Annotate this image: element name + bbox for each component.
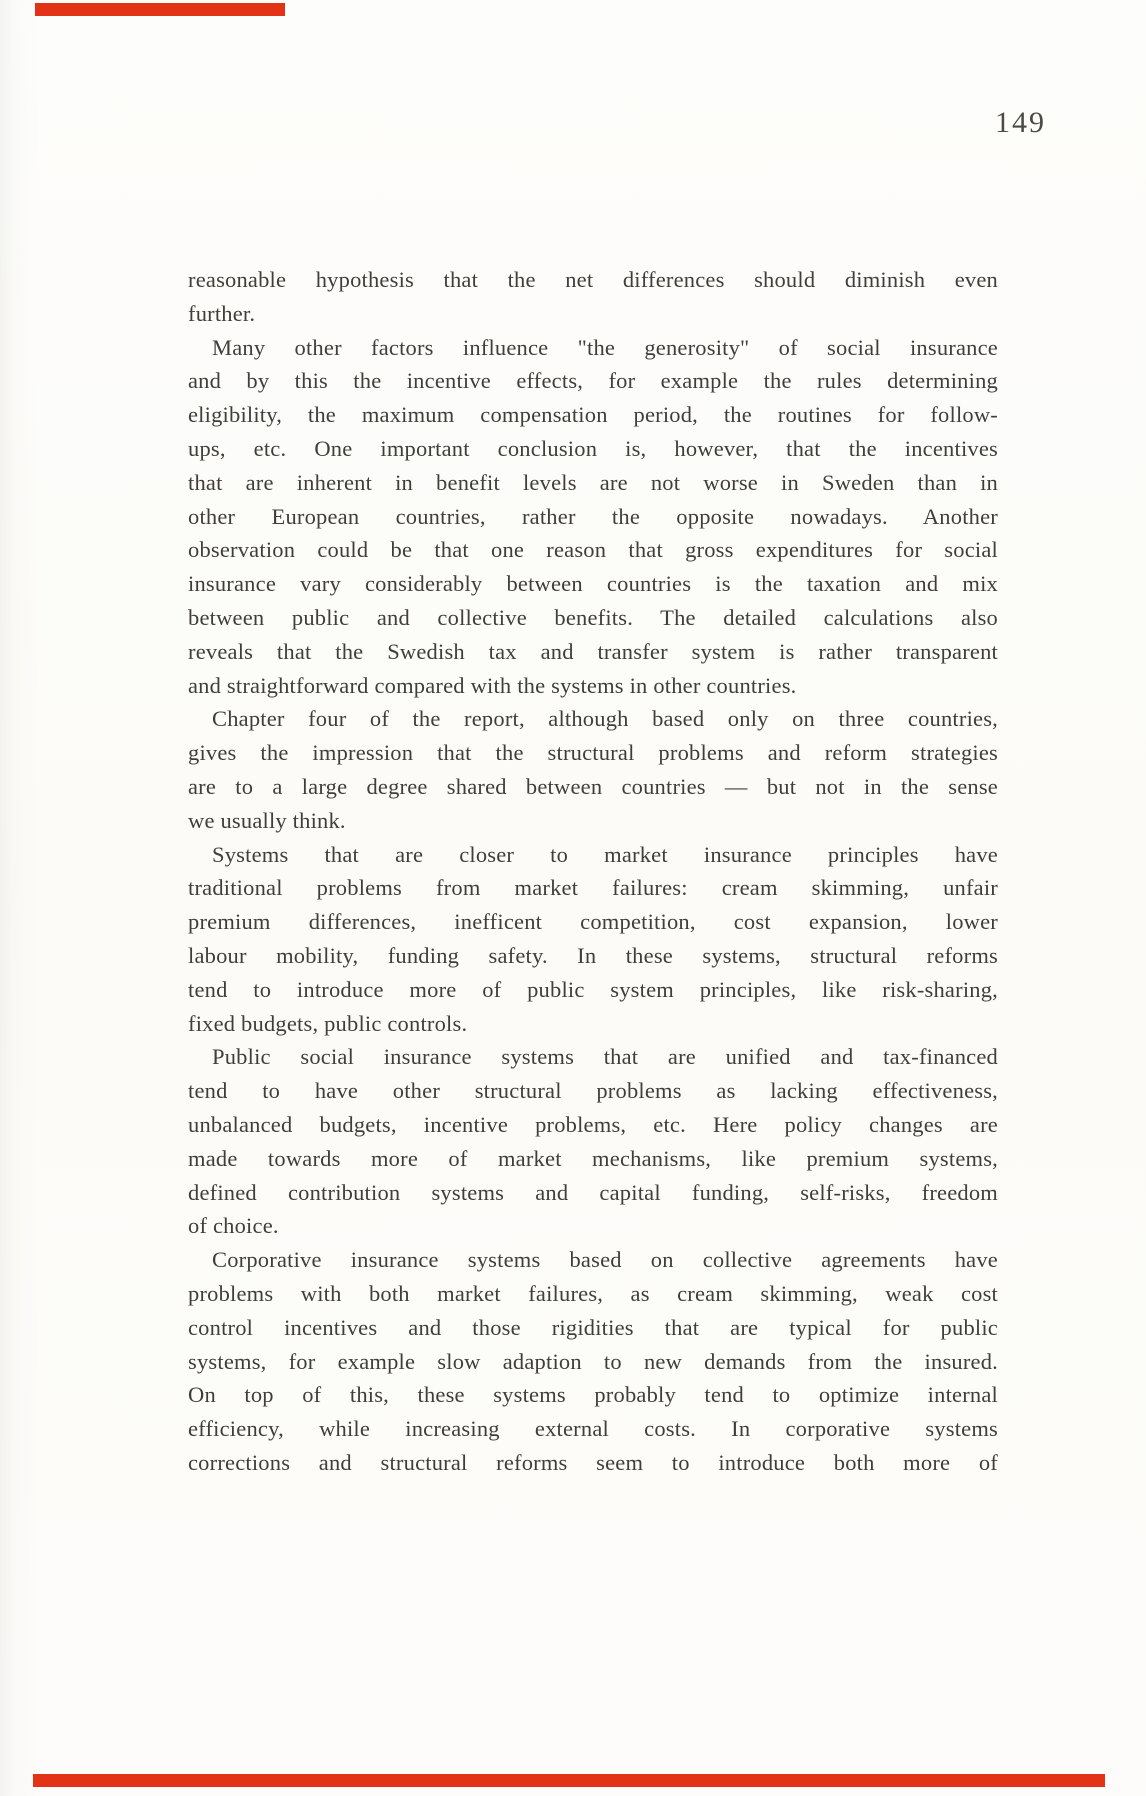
text-line: fixed budgets, public controls. — [188, 1010, 468, 1036]
text-line: problems with both market failures, as cream skimming, weak cost — [188, 1280, 998, 1306]
body-text — [188, 263, 998, 1480]
text-line: corrections and structural reforms seem to introduce both more of — [188, 1449, 998, 1475]
text-line: Systems that are closer to market insurance principles have — [212, 841, 998, 867]
text-line: reasonable hypothesis that the net differences should diminish even — [188, 267, 998, 292]
text-line: efficiency, while increasing external costs. In corporative systems — [188, 1416, 998, 1442]
text-line: that are inherent in benefit levels are not worse in Sweden than in — [188, 469, 998, 495]
text-line: reveals that the Swedish tax and transfer system is rather transparent — [188, 638, 998, 664]
scan-edge-artifact-bottom — [33, 1774, 1105, 1787]
text-line: traditional problems from market failures: cream skimming, unfair — [188, 875, 998, 901]
text-line: of choice. — [188, 1213, 279, 1239]
text-line: defined contribution systems and capital funding, self-risks, freedom — [188, 1179, 998, 1205]
paragraph — [188, 263, 998, 331]
paragraph — [188, 702, 998, 837]
paragraph — [188, 331, 998, 703]
text-line: between public and collective benefits. The detailed calculations also — [188, 604, 998, 630]
text-line: and by this the incentive effects, for example the rules determining — [188, 368, 998, 394]
text-line: control incentives and those rigidities that are typical for public — [188, 1314, 998, 1340]
text-line: unbalanced budgets, incentive problems, etc. Here policy changes are — [188, 1111, 998, 1137]
text-line: systems, for example slow adaption to new demands from the insured. — [188, 1348, 998, 1374]
text-line: other European countries, rather the opposite nowadays. Another — [188, 503, 998, 529]
text-line: Chapter four of the report, although based only on three countries, — [212, 706, 998, 732]
text-line: insurance vary considerably between countries is the taxation and mix — [188, 571, 998, 597]
paragraph — [188, 1243, 998, 1480]
text-line: made towards more of market mechanisms, like premium systems, — [188, 1145, 998, 1171]
text-line: are to a large degree shared between countries — but not in the sense — [188, 773, 998, 799]
page-number: 149 — [995, 106, 1046, 139]
text-line: Corporative insurance systems based on collective agreements have — [212, 1247, 998, 1273]
scan-edge-artifact-top — [35, 3, 285, 16]
text-line: ups, etc. One important conclusion is, however, that the incentives — [188, 435, 998, 461]
text-line: On top of this, these systems probably tend to optimize internal — [188, 1382, 998, 1408]
text-line: premium differences, inefficent competition, cost expansion, lower — [188, 909, 998, 935]
paragraph — [188, 838, 998, 1041]
text-line: we usually think. — [188, 807, 346, 833]
text-line: observation could be that one reason that gross expenditures for social — [188, 537, 998, 563]
text-line: eligibility, the maximum compensation period, the routines for follow- — [188, 402, 998, 428]
text-line: tend to introduce more of public system principles, like risk-sharing, — [188, 976, 998, 1002]
text-line: further. — [188, 300, 256, 326]
text-line: gives the impression that the structural problems and reform strategies — [188, 740, 998, 766]
paragraph — [188, 1040, 998, 1243]
text-line: Many other factors influence "the generosity" of social insurance — [212, 334, 998, 360]
text-line: and straightforward compared with the systems in other countries. — [188, 672, 797, 698]
text-line: Public social insurance systems that are unified and tax-financed — [212, 1044, 998, 1070]
text-line: labour mobility, funding safety. In these systems, structural reforms — [188, 942, 998, 968]
text-line: tend to have other structural problems as lacking effectiveness, — [188, 1078, 998, 1104]
